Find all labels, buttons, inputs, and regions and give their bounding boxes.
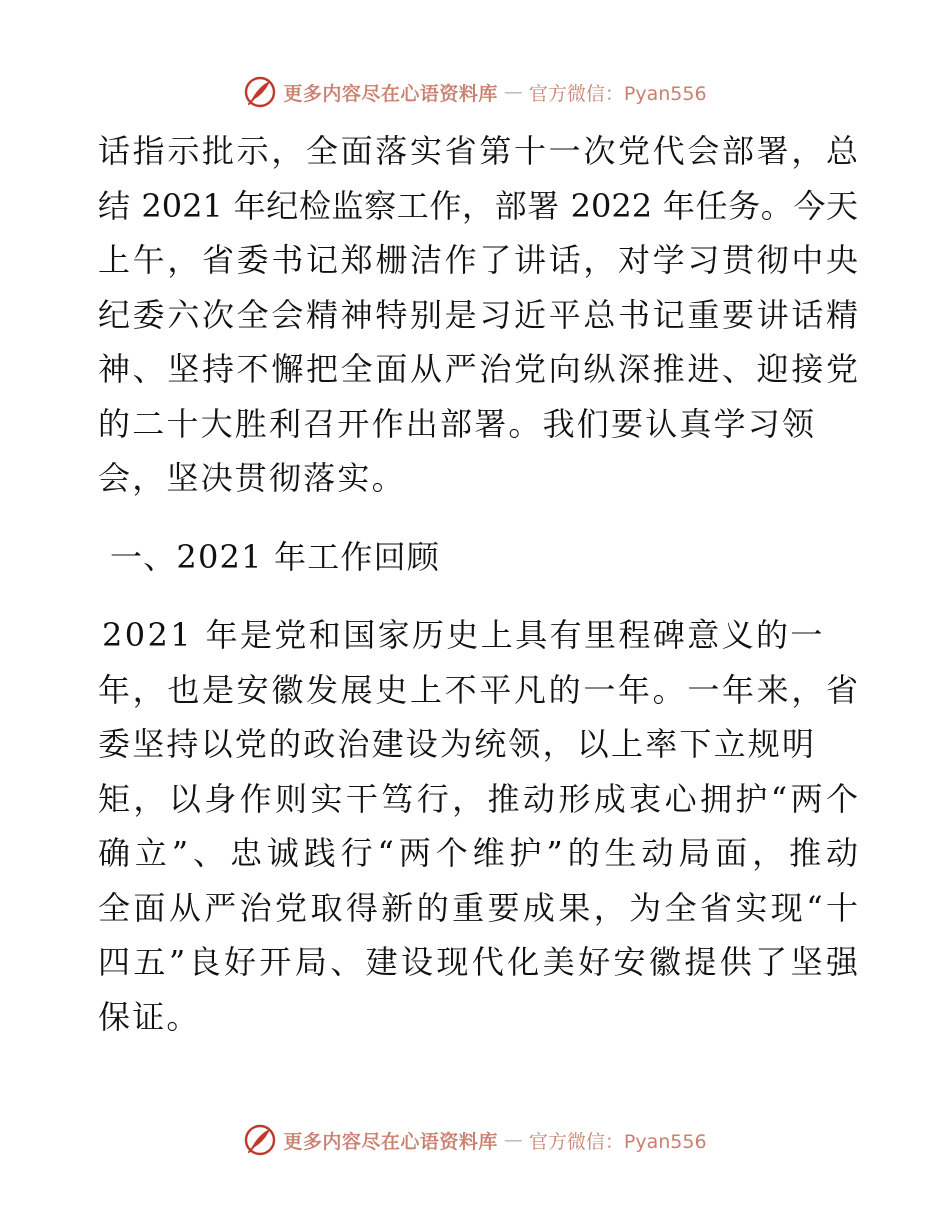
text-line: 年，也是安徽发展史上不平凡的一年。一年来，省 (98, 670, 858, 709)
paragraph-intro (98, 124, 858, 506)
watermark-dash: — (503, 81, 523, 103)
feather-pen-logo-icon (243, 1123, 277, 1157)
feather-pen-logo-icon (243, 75, 277, 109)
text-line: 的二十大胜利召开作出部署。我们要认真学习领 (98, 404, 817, 443)
watermark-dash: — (503, 1129, 523, 1151)
text-line: 纪委六次全会精神特别是习近平总书记重要讲话精 (98, 295, 858, 334)
text-line: 神、坚持不懈把全面从严治党向纵深推进、迎接党 (98, 350, 858, 388)
header-watermark (0, 72, 950, 112)
text-line: 上午，省委书记郑栅洁作了讲话，对学习贯彻中央 (98, 241, 858, 279)
document-body (98, 124, 858, 1044)
text-line: 结 2021 年纪检监察工作，部署 2022 年任务。今天 (98, 186, 858, 225)
paragraph-review (98, 608, 858, 1044)
text-line: 话指示批示，全面落实省第十一次党代会部署，总 (98, 132, 858, 170)
section-heading: 一、2021 年工作回顾 (110, 537, 441, 576)
text-line: 四五”良好开局、建设现代化美好安徽提供了坚强 (98, 943, 858, 981)
text-line: 委坚持以党的政治建设为统领，以上率下立规明 (98, 725, 817, 763)
text-line: 全面从严治党取得新的重要成果，为全省实现“十 (98, 888, 858, 927)
text-line: 保证。 (98, 997, 201, 1036)
text-line: 会，坚决贯彻落实。 (98, 459, 406, 497)
watermark-site-text: 更多内容尽在心语资料库 (283, 1130, 498, 1153)
watermark-site-text: 更多内容尽在心语资料库 (283, 82, 498, 105)
text-line: 确立”、忠诚践行“两个维护”的生动局面，推动 (98, 834, 858, 872)
watermark-wechat-text: 官方微信：Pyan556 (528, 82, 707, 105)
text-line: 2021 年是党和国家历史上具有里程碑意义的一 (102, 616, 825, 654)
footer-watermark (0, 1120, 950, 1160)
watermark-wechat-text: 官方微信：Pyan556 (528, 1130, 707, 1153)
text-line: 矩，以身作则实干笃行，推动形成衷心拥护“两个 (98, 779, 858, 818)
